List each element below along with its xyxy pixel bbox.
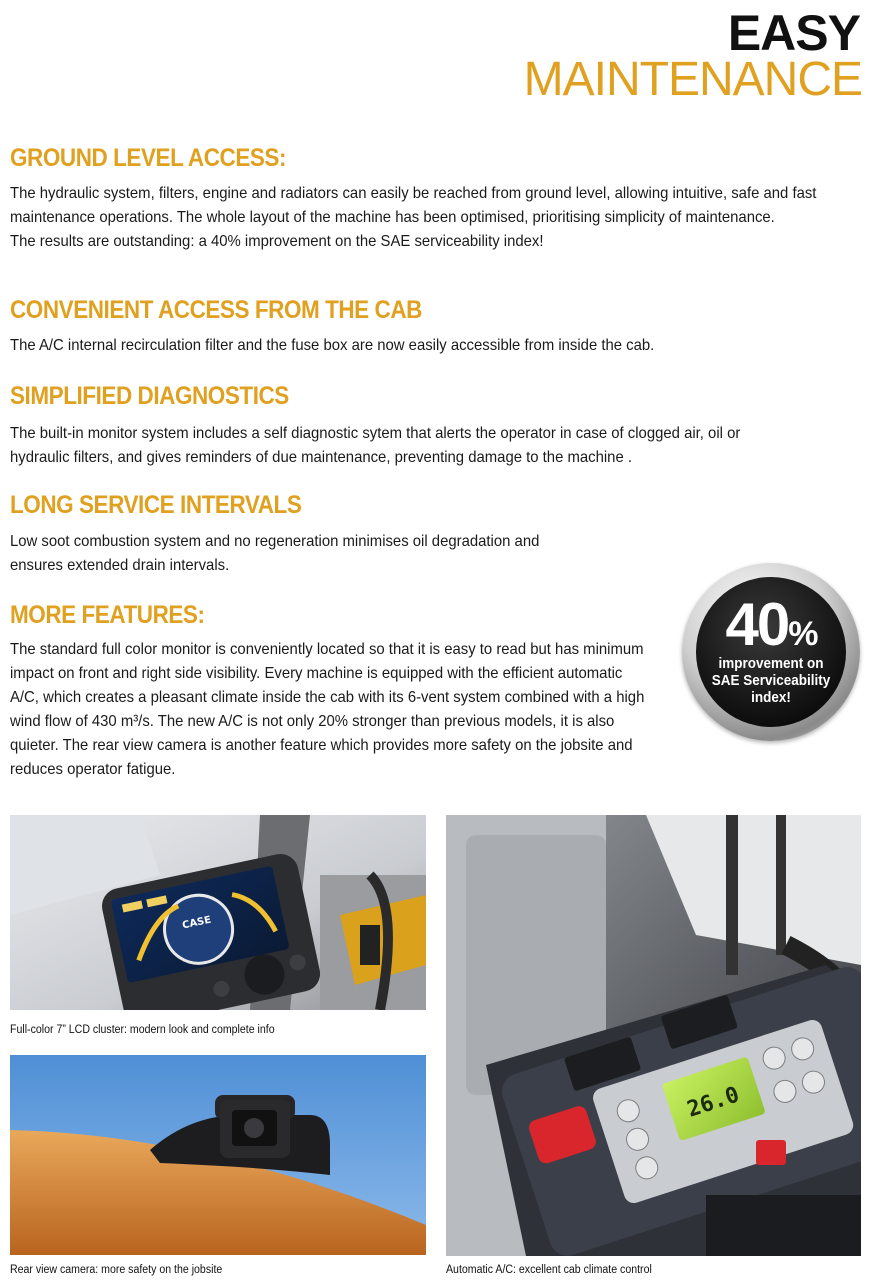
- section-more-features: [10, 602, 710, 782]
- badge-unit: %: [788, 615, 817, 653]
- svg-text:26.0: 26.0: [684, 1082, 743, 1123]
- section-long-service-intervals: [10, 492, 860, 578]
- section-paragraph: The A/C internal recirculation filter and the fuse box are now easily accessible from inside the cab.: [10, 336, 655, 354]
- caption-lcd-cluster: Full-color 7” LCD cluster: modern look and complete info: [10, 1024, 275, 1036]
- rear-camera-illustration: [10, 1055, 426, 1255]
- badge-number: 40: [725, 591, 789, 658]
- serviceability-badge: [682, 563, 860, 741]
- section-access-from-cab: [10, 297, 860, 358]
- section-paragraph: The built-in monitor system includes a self diagnostic sytem that alerts the operator in case of clogged air, oil or hydraulic filters, and gives reminders of due maintenance, preventing damage to the machine .: [10, 424, 741, 466]
- badge-line3: index!: [751, 689, 791, 706]
- photo-rear-camera: [10, 1055, 426, 1255]
- section-ground-level-access: [10, 145, 860, 254]
- badge-inner: [696, 577, 846, 727]
- badge-line2: SAE Serviceability: [711, 672, 831, 689]
- ac-panel-illustration: [446, 815, 861, 1256]
- title-maintenance: MAINTENANCE: [523, 53, 862, 106]
- photo-lcd-cluster: [10, 815, 426, 1010]
- section-paragraph: The standard full color monitor is conveniently located so that it is easy to read but has minimum impact on front and right side visibility. Every machine is equipped with the efficient automatic A/C, which creates a pleasant climate inside the cab with its 6-vent system combined with a high wind flow of 430 m³/s. The new A/C is not only 20% stronger than previous models, it is also quieter. The rear view camera is another feature which provides more safety on the jobsite and reduces operator fatigue.: [10, 640, 645, 778]
- section-heading: CONVENIENT ACCESS FROM THE CAB: [10, 296, 422, 324]
- section-paragraph: The results are outstanding: a 40% improvement on the SAE serviceability index!: [10, 232, 544, 250]
- section-heading: GROUND LEVEL ACCESS:: [10, 144, 287, 172]
- title-easy: EASY: [727, 5, 860, 61]
- badge-line1: improvement on: [718, 655, 824, 672]
- svg-text:CASE: CASE: [181, 914, 213, 932]
- section-heading: SIMPLIFIED DIAGNOSTICS: [10, 382, 289, 410]
- section-simplified-diagnostics: [10, 383, 860, 470]
- section-heading: LONG SERVICE INTERVALS: [10, 491, 302, 519]
- lcd-cluster-illustration: [10, 815, 426, 1010]
- section-paragraph: The hydraulic system, filters, engine and radiators can easily be reached from ground level, allowing intuitive, safe and fast maintenance operations. The whole layout of the machine has been optimised, prioritising simplicity of maintenance.: [10, 184, 817, 226]
- caption-rear-camera: Rear view camera: more safety on the jobsite: [10, 1264, 223, 1276]
- badge-value: [696, 591, 846, 658]
- photo-ac-panel: [446, 815, 861, 1256]
- section-paragraph: Low soot combustion system and no regeneration minimises oil degradation and ensures extended drain intervals.: [10, 532, 540, 574]
- section-heading: MORE FEATURES:: [10, 601, 205, 629]
- caption-ac-panel: Automatic A/C: excellent cab climate control: [446, 1264, 652, 1276]
